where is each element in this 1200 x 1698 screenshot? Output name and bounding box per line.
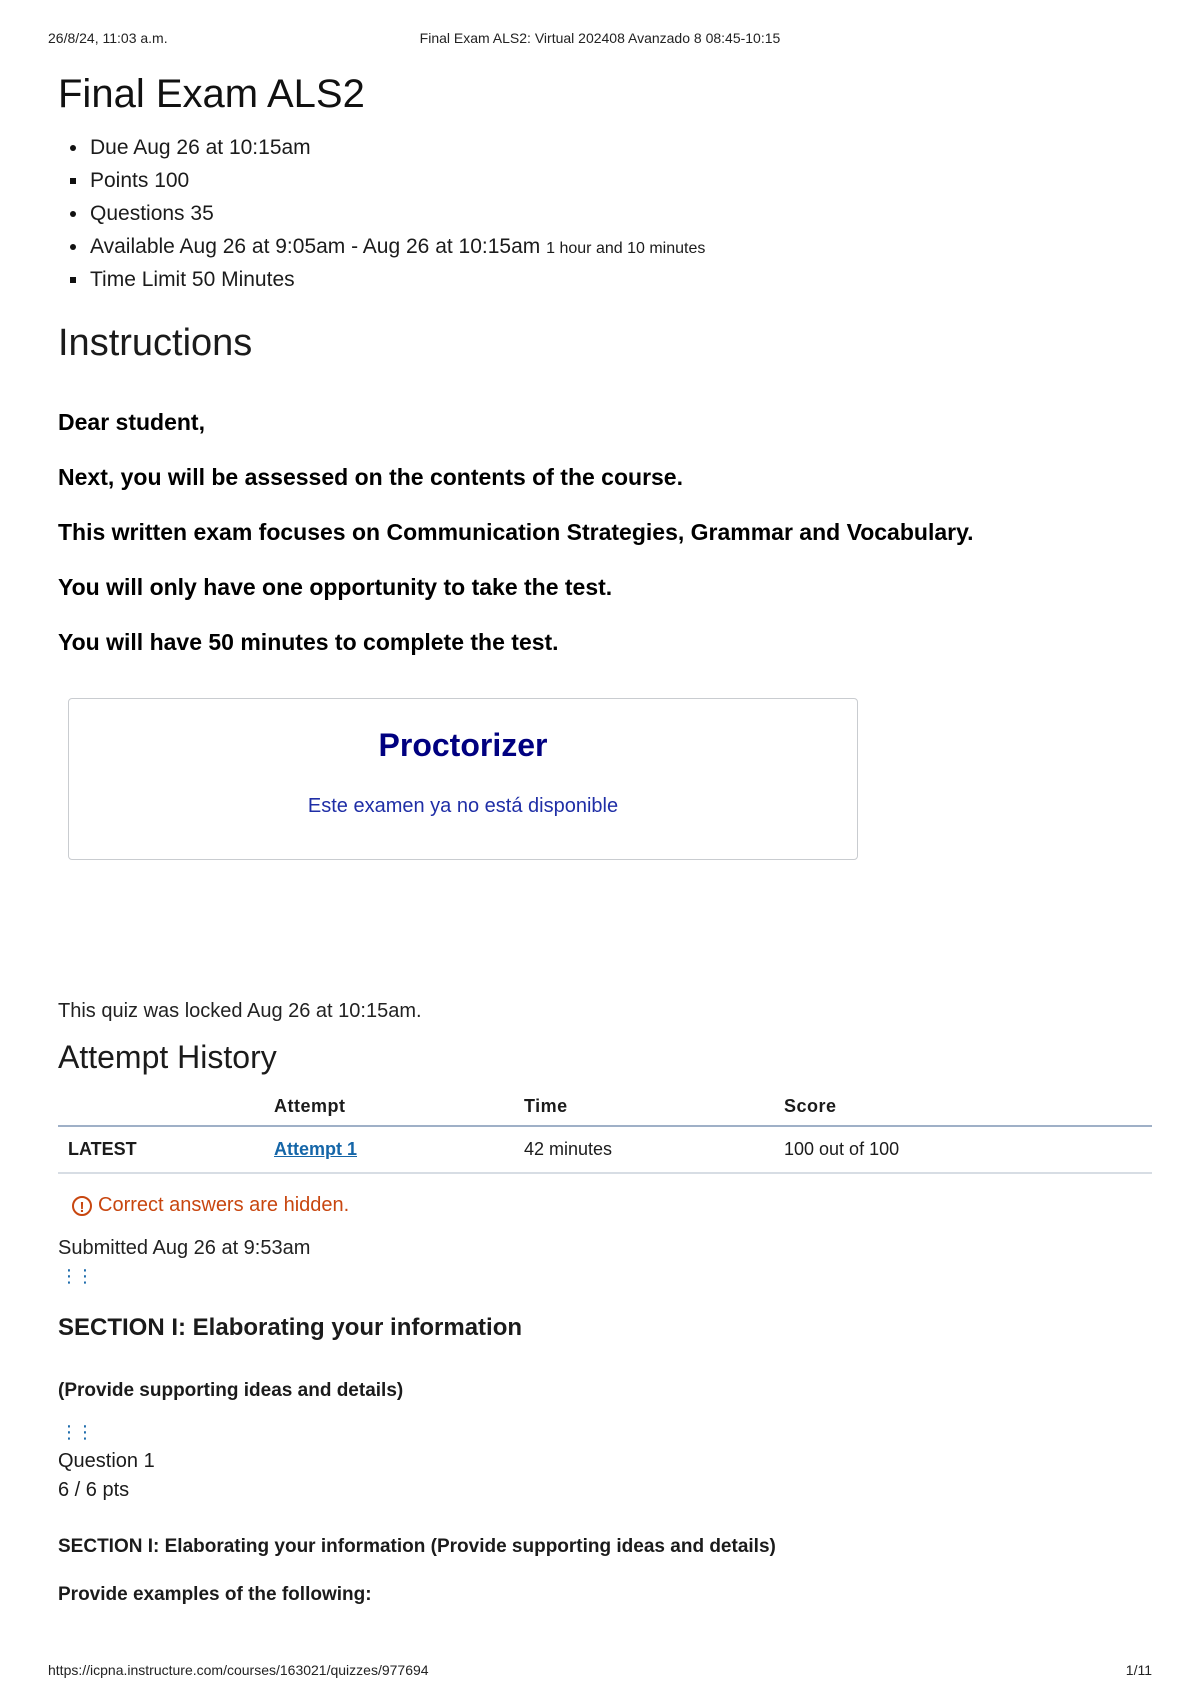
submitted-timestamp: Submitted Aug 26 at 9:53am bbox=[58, 1237, 311, 1259]
print-header bbox=[48, 30, 1152, 50]
answers-hidden-notice bbox=[72, 1194, 1152, 1217]
quiz-content bbox=[58, 62, 1152, 1606]
meta-time-limit: Time Limit 50 Minutes bbox=[90, 263, 1152, 296]
quiz-locked-notice: This quiz was locked Aug 26 at 10:15am. bbox=[58, 1000, 422, 1022]
question-label: Question 1 bbox=[58, 1450, 155, 1472]
question-points: 6 / 6 pts bbox=[58, 1479, 130, 1501]
print-page-number: 1/11 bbox=[1125, 1662, 1152, 1678]
meta-due: Due Aug 26 at 10:15am bbox=[90, 131, 1152, 164]
proctorizer-message: Este examen ya no está disponible bbox=[307, 795, 619, 817]
meta-points: Points 100 bbox=[90, 164, 1152, 197]
meta-available-duration: 1 hour and 10 minutes bbox=[546, 240, 706, 257]
warning-icon: ! bbox=[72, 1196, 92, 1216]
table-header-row bbox=[58, 1096, 1152, 1126]
quiz-meta-list bbox=[58, 131, 1152, 296]
attempt-cell bbox=[264, 1126, 514, 1173]
print-date: 26/8/24, 11:03 a.m. bbox=[48, 30, 168, 46]
drag-handle-icon[interactable]: ⋮⋮ bbox=[60, 1266, 92, 1286]
meta-questions: Questions 35 bbox=[90, 197, 1152, 230]
table-row bbox=[58, 1126, 1152, 1173]
meta-available: Available Aug 26 at 9:05am - Aug 26 at 10:15am 1 hour and 10 minutes bbox=[90, 230, 1152, 263]
proctorizer-title: Proctorizer bbox=[378, 727, 548, 763]
attempt-history-table bbox=[58, 1096, 1152, 1174]
col-header-time: Time bbox=[514, 1096, 774, 1126]
print-page-title: Final Exam ALS2: Virtual 202408 Avanzado 8 08:45-10:15 bbox=[419, 30, 781, 46]
section-title: SECTION I: Elaborating your information bbox=[58, 1314, 523, 1341]
score-cell: 100 out of 100 bbox=[774, 1126, 1152, 1173]
instruction-line: Next, you will be assessed on the contents of the course. bbox=[58, 464, 683, 490]
instructions-heading: Instructions bbox=[58, 322, 253, 364]
print-url: https://icpna.instructure.com/courses/163021/quizzes/977694 bbox=[48, 1662, 429, 1678]
proctorizer-panel bbox=[68, 698, 858, 860]
instruction-line: You will have 50 minutes to complete the test. bbox=[58, 629, 559, 655]
col-header-attempt: Attempt bbox=[264, 1096, 514, 1126]
question-section-line: SECTION I: Elaborating your information (Provide supporting ideas and details) bbox=[58, 1536, 776, 1557]
answers-hidden-text: Correct answers are hidden. bbox=[98, 1194, 350, 1216]
col-header-blank bbox=[58, 1096, 264, 1126]
time-cell: 42 minutes bbox=[514, 1126, 774, 1173]
col-header-score: Score bbox=[774, 1096, 1152, 1126]
instructions-body bbox=[58, 407, 1152, 682]
question-prompt: Provide examples of the following: bbox=[58, 1584, 372, 1605]
attempt-history-heading: Attempt History bbox=[58, 1039, 277, 1075]
latest-tag: LATEST bbox=[58, 1126, 264, 1173]
section-subtitle: (Provide supporting ideas and details) bbox=[58, 1380, 404, 1401]
instruction-line: You will only have one opportunity to take the test. bbox=[58, 574, 613, 600]
instruction-line: This written exam focuses on Communication Strategies, Grammar and Vocabulary. bbox=[58, 519, 974, 545]
instruction-line: Dear student, bbox=[58, 409, 205, 435]
drag-handle-icon[interactable]: ⋮⋮ bbox=[60, 1422, 92, 1442]
attempt-1-link[interactable]: Attempt 1 bbox=[274, 1139, 358, 1159]
quiz-title: Final Exam ALS2 bbox=[58, 72, 365, 116]
